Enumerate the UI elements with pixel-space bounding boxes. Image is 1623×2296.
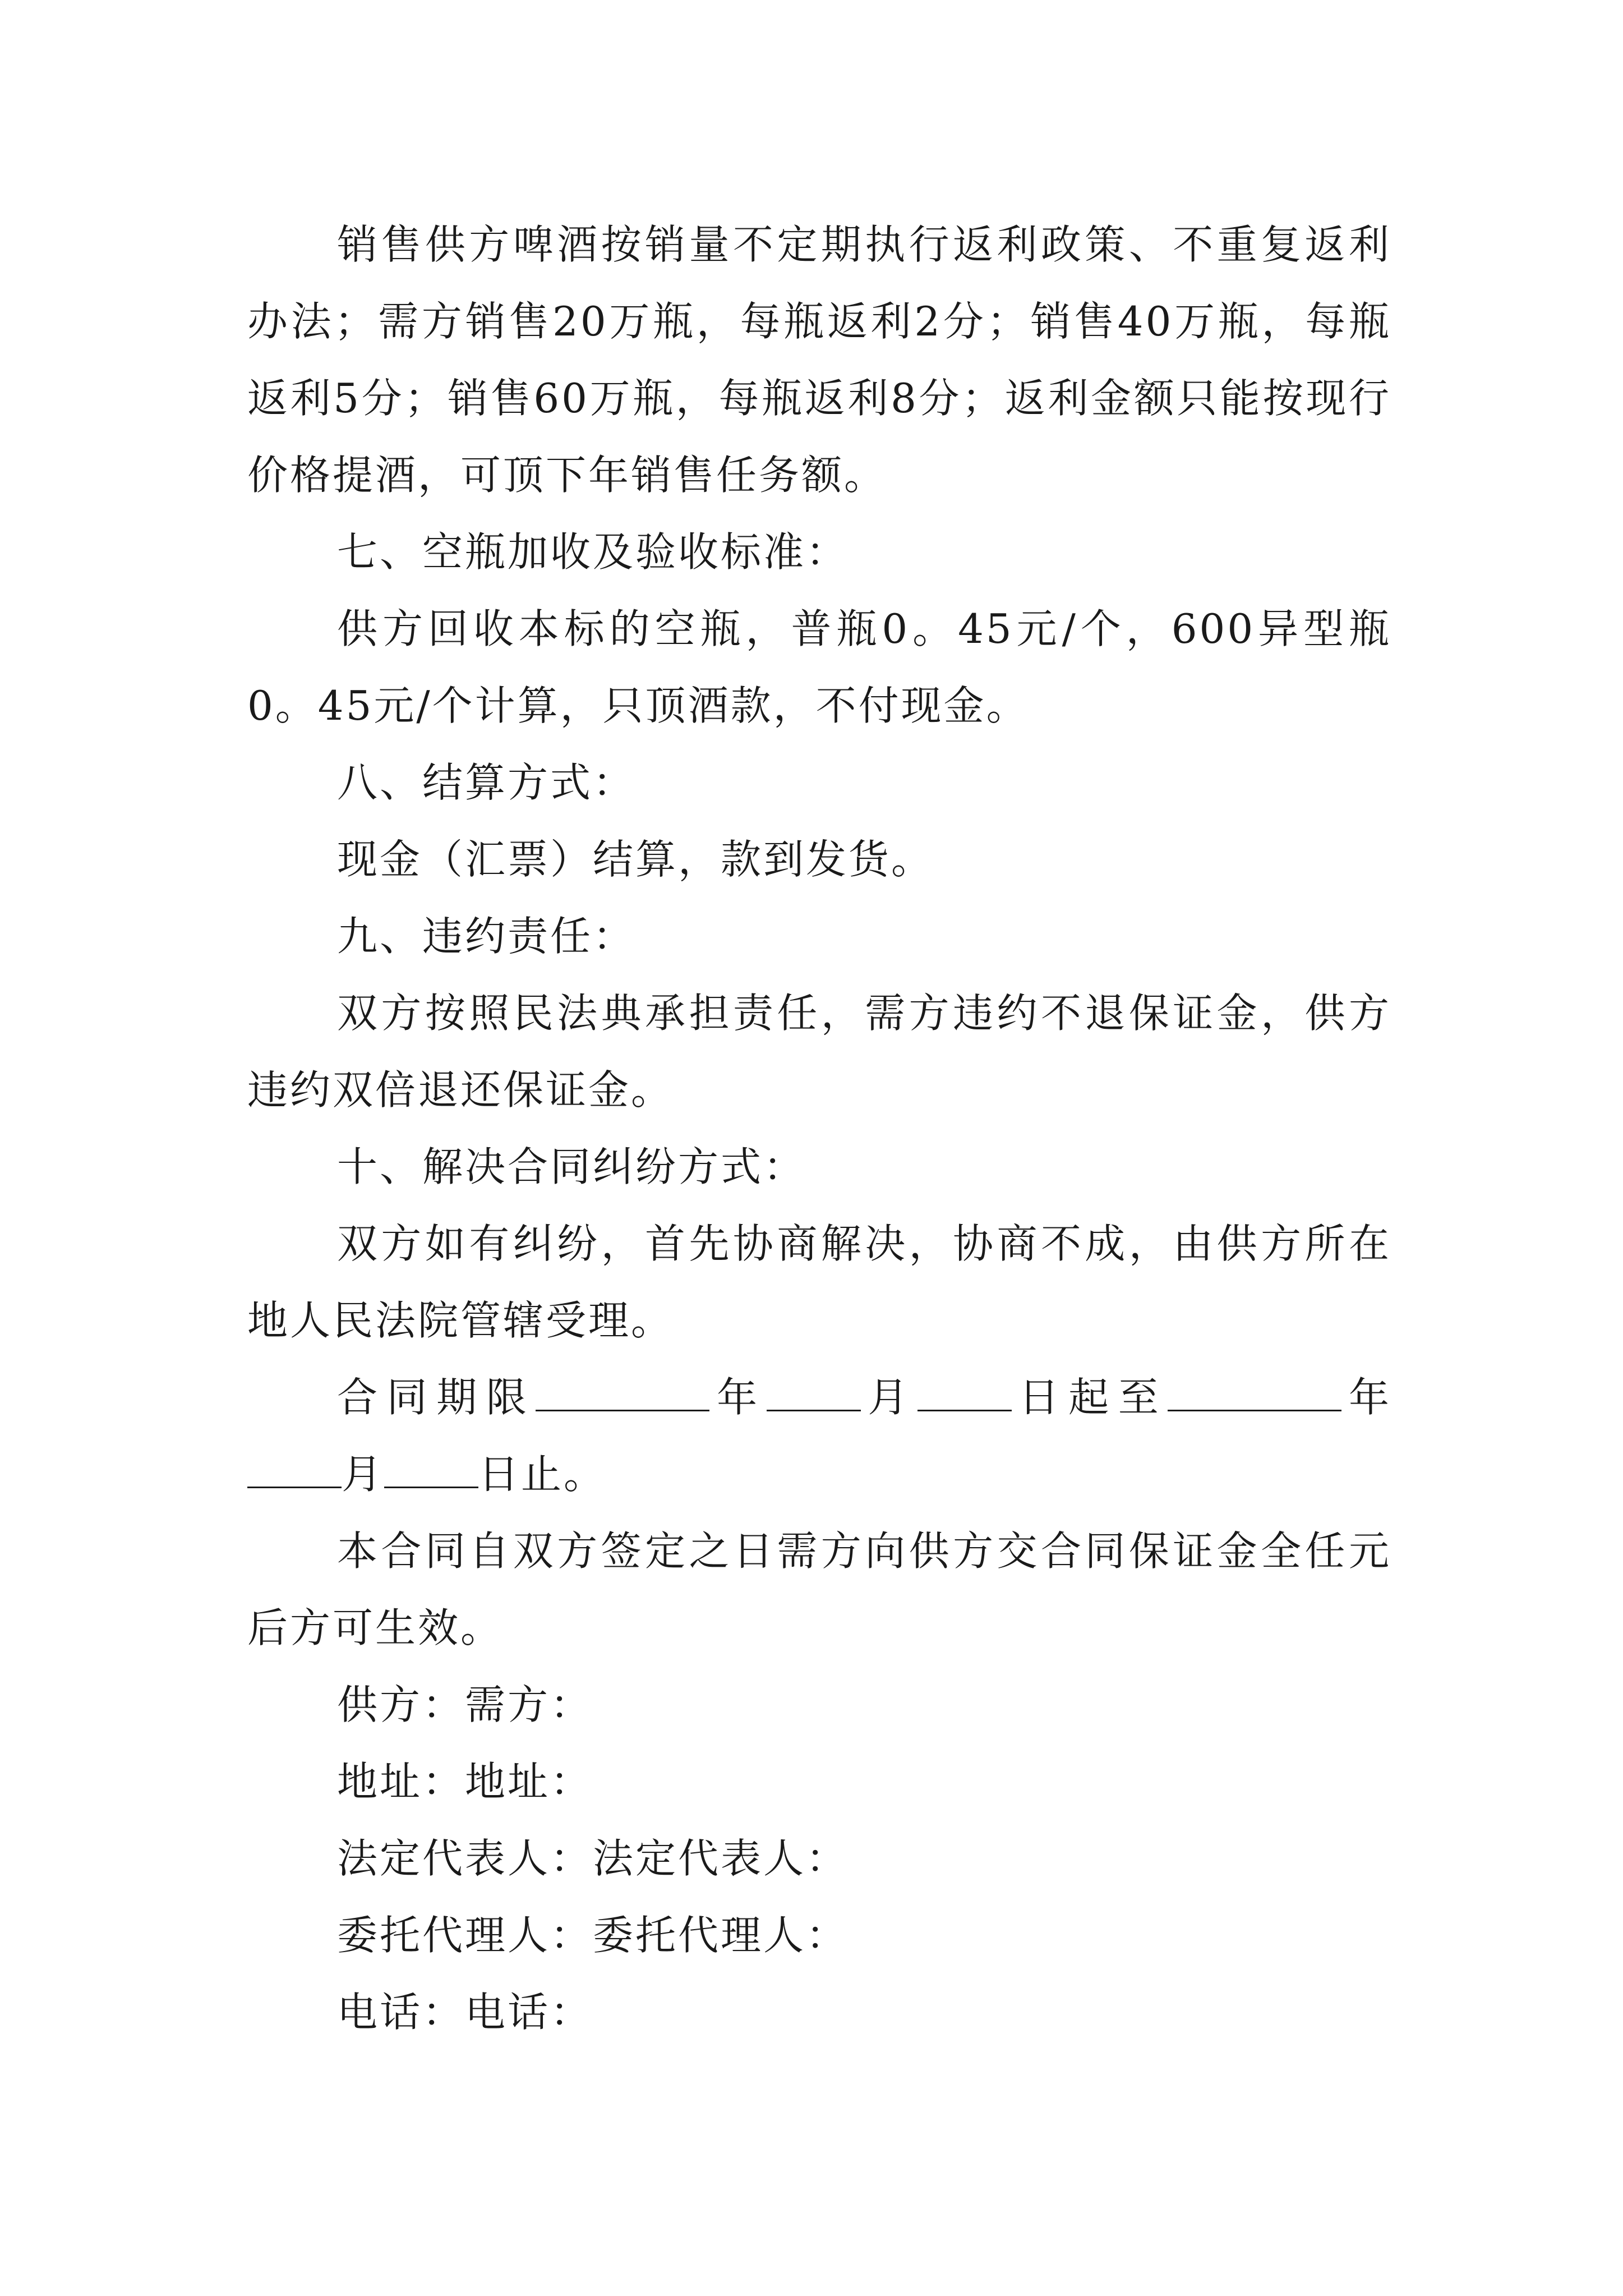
paragraph-effective-condition: 本合同自双方签定之日需方向供方交合同保证金全任元后方可生效。 bbox=[247, 1527, 1391, 1651]
paragraph-rebate-policy: 销售供方啤酒按销量不定期执行返利政策、不重复返利办法；需方销售20万瓶，每瓶返利2分；销售40万瓶，每瓶返利5分；销售60万瓶，每瓶返利8分；返利金额只能按现行价格提酒，可顶下年销售任务额。 bbox=[247, 221, 1391, 499]
heading-empty-bottle-standard: 七、空瓶加收及验收标准： bbox=[337, 528, 849, 576]
term-to-label: 日止。 bbox=[478, 1451, 607, 1498]
term-from-label: 日起至 bbox=[1011, 1374, 1168, 1421]
blank-end-day bbox=[384, 1455, 478, 1488]
blank-start-month bbox=[767, 1378, 861, 1411]
paragraph-breach-liability: 双方按照民法典承担责任，需方违约不退保证金，供方违约双倍退还保证金。 bbox=[247, 990, 1391, 1114]
term-year-label-2: 年 bbox=[1341, 1374, 1391, 1421]
term-prefix: 合同期限 bbox=[337, 1374, 536, 1421]
signature-phone: 电话：电话： bbox=[337, 1989, 593, 2036]
blank-end-year bbox=[1168, 1378, 1341, 1411]
term-year-label: 年 bbox=[709, 1374, 767, 1421]
term-month-label: 月 bbox=[860, 1374, 917, 1421]
heading-settlement-method: 八、结算方式： bbox=[337, 759, 636, 806]
term-month-label-2: 月 bbox=[342, 1451, 385, 1498]
heading-dispute-resolution: 十、解决合同纠纷方式： bbox=[337, 1143, 806, 1190]
heading-breach-liability: 九、违约责任： bbox=[337, 913, 636, 960]
signature-address: 地址：地址： bbox=[337, 1758, 593, 1805]
blank-start-day bbox=[917, 1378, 1012, 1411]
blank-start-year bbox=[536, 1378, 709, 1411]
paragraph-dispute-resolution: 双方如有纠纷，首先协商解决，协商不成，由供方所在地人民法院管辖受理。 bbox=[247, 1220, 1391, 1344]
document-body bbox=[247, 206, 1391, 2051]
signature-agent: 委托代理人：委托代理人： bbox=[337, 1912, 849, 1959]
paragraph-empty-bottle-recovery: 供方回收本标的空瓶，普瓶0。45元/个，600异型瓶0。45元/个计算，只顶酒款，不付现金。 bbox=[247, 605, 1391, 729]
paragraph-contract-term bbox=[247, 1359, 1391, 1513]
blank-end-month bbox=[247, 1455, 342, 1488]
paragraph-settlement: 现金（汇票）结算，款到发货。 bbox=[337, 836, 934, 883]
signature-party: 供方：需方： bbox=[337, 1681, 593, 1728]
signature-legal-representative: 法定代表人：法定代表人： bbox=[337, 1835, 849, 1882]
